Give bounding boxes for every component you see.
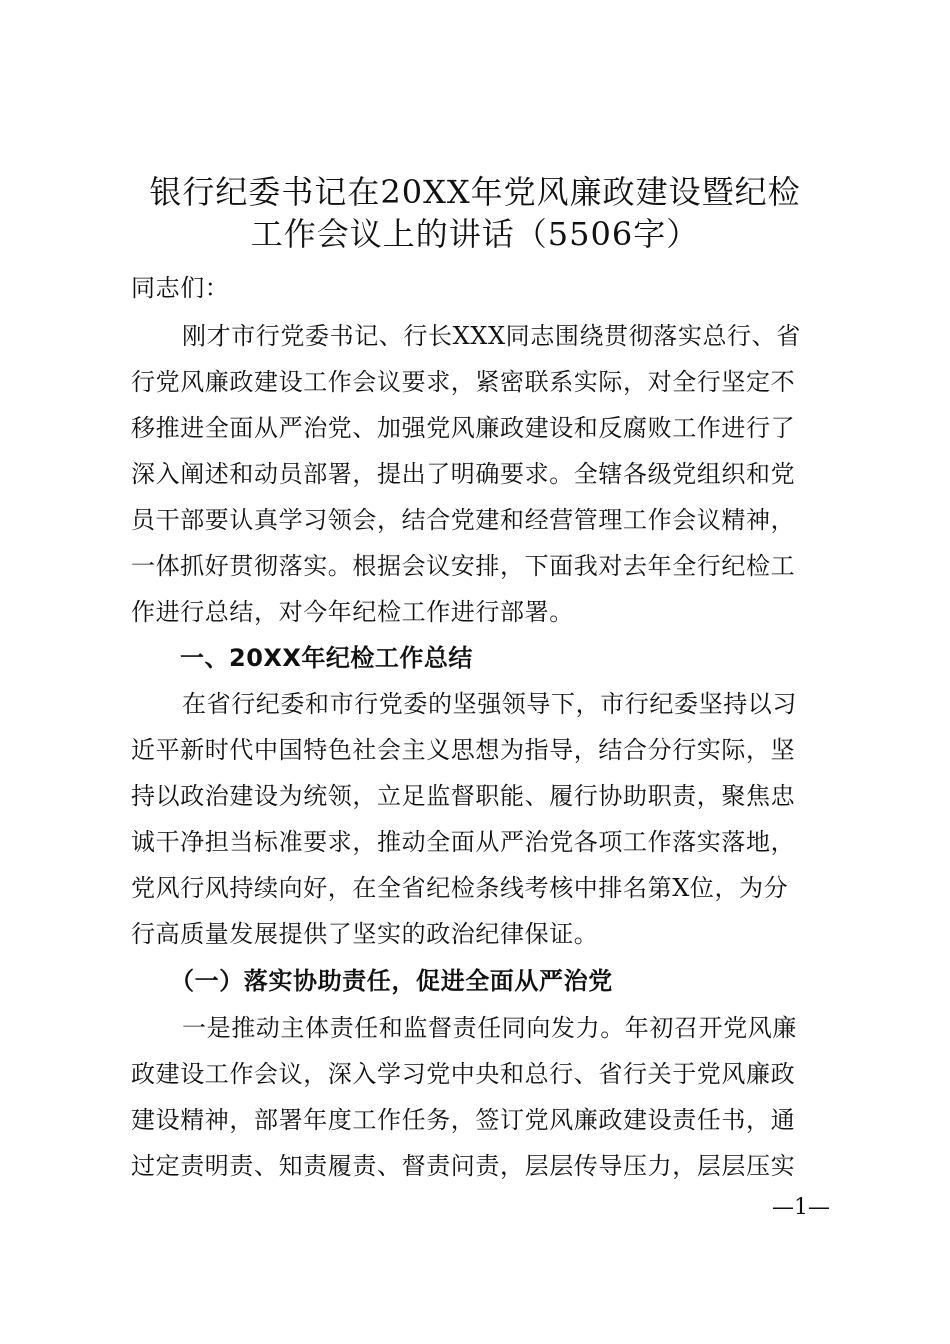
document-title-line-2: 工作会议上的讲话（5506字）: [250, 215, 700, 253]
section-1-heading: 一、20XX年纪检工作总结: [180, 644, 473, 672]
paragraph-1-line-7: 作进行总结，对今年纪检工作进行部署。: [131, 598, 574, 626]
paragraph-3-line-4: 过定责明责、知责履责、督责问责，层层传导压力，层层压实: [131, 1152, 796, 1180]
paragraph-1-line-1: 刚才市行党委书记、行长XXX同志围绕贯彻落实总行、省: [182, 322, 801, 350]
paragraph-2-line-5: 党风行风持续向好，在全省纪检条线考核中排名第X位，为分: [131, 874, 789, 902]
paragraph-1-line-4: 深入阐述和动员部署，提出了明确要求。全辖各级党组织和党: [131, 460, 796, 488]
paragraph-2-line-6: 行高质量发展提供了坚实的政治纪律保证。: [131, 920, 599, 948]
paragraph-2-line-4: 诚干净担当标准要求，推动全面从严治党各项工作落实落地，: [131, 828, 796, 856]
paragraph-3-line-2: 政建设工作会议，深入学习党中央和总行、省行关于党风廉政: [131, 1060, 796, 1088]
paragraph-2-line-1: 在省行纪委和市行党委的坚强领导下，市行纪委坚持以习: [182, 690, 797, 718]
paragraph-2-line-3: 持以政治建设为统领，立足监督职能、履行协助职责，聚焦忠: [131, 782, 796, 810]
paragraph-3-line-3: 建设精神，部署年度工作任务，签订党风廉政建设责任书，通: [131, 1106, 796, 1134]
salutation: 同志们：: [131, 274, 230, 302]
paragraph-1-line-2: 行党风廉政建设工作会议要求，紧密联系实际，对全行坚定不: [131, 368, 796, 396]
document-title-line-1: 银行纪委书记在20XX年党风廉政建设暨纪检: [149, 173, 801, 211]
paragraph-1-line-3: 移推进全面从严治党、加强党风廉政建设和反腐败工作进行了: [131, 414, 796, 442]
paragraph-2-line-2: 近平新时代中国特色社会主义思想为指导，结合分行实际，坚: [131, 736, 796, 764]
paragraph-1-line-6: 一体抓好贯彻落实。根据会议安排，下面我对去年全行纪检工: [131, 552, 796, 580]
paragraph-3-line-1: 一是推动主体责任和监督责任同向发力。年初召开党风廉: [182, 1014, 797, 1042]
subsection-1-heading: （一）落实协助责任，促进全面从严治党: [170, 966, 613, 995]
paragraph-1-line-5: 员干部要认真学习领会，结合党建和经营管理工作会议精神，: [131, 506, 796, 534]
page-number: —1—: [772, 1195, 830, 1220]
